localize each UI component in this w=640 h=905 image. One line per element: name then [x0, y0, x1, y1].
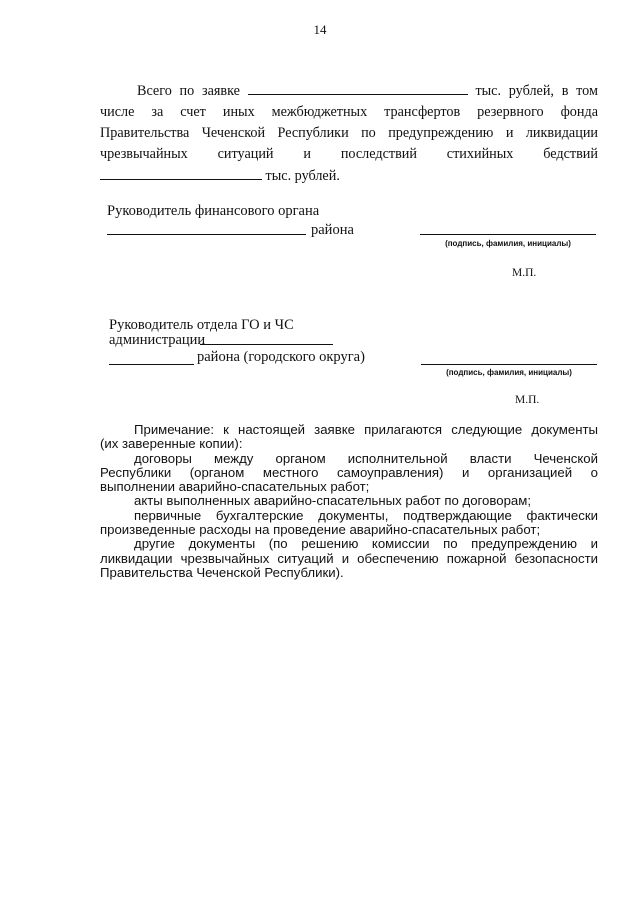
summary-total-label: Всего по заявке [137, 83, 240, 99]
go-district-label: района (городского округа) [197, 349, 365, 365]
go-signature-caption: (подпись, фамилия, инициалы) [446, 368, 572, 377]
note-item-4-line-1: другие документы (по решению комиссии по предупреждению и [134, 536, 598, 552]
page-number: 14 [313, 22, 327, 37]
summary-line-1 [100, 80, 598, 102]
total-amount-field[interactable] [248, 80, 468, 95]
go-head-title: Руководитель отдела ГО и ЧС [109, 317, 294, 333]
note-intro-line-2: (их заверенные копии): [100, 436, 243, 452]
go-stamp-label: М.П. [515, 394, 540, 406]
go-admin-field[interactable] [200, 344, 333, 345]
note-intro-line-1: Примечание: к настоящей заявке прилагаются следующие документы [134, 422, 598, 437]
note-item-1-line-2: Республики (органом местного самоуправления) и организацией о [100, 464, 598, 480]
summary-total-unit: тыс. рублей, в том [475, 83, 598, 99]
finance-signature-caption: (подпись, фамилия, инициалы) [445, 239, 571, 248]
note-item-4-line-3: Правительства Чеченской Республики). [100, 564, 344, 580]
summary-line-4: чрезвычайных ситуаций и последствий стихийных бедствий [100, 146, 598, 162]
summary-reserve-unit: тыс. рублей. [265, 168, 340, 184]
go-district-field[interactable] [109, 364, 194, 365]
note-item-3-line-2: произведенные расходы на проведение аварийно-спасательных работ; [100, 522, 541, 538]
note-item-2: акты выполненных аварийно-спасательных работ по договорам; [134, 493, 531, 509]
finance-district-label: района [311, 222, 354, 238]
note-item-1-line-3: выполнении аварийно-спасательных работ; [100, 479, 370, 495]
go-admin-label: администрации [109, 332, 206, 348]
summary-paragraph [100, 80, 598, 187]
finance-district-field[interactable] [107, 234, 306, 235]
note-block [100, 423, 598, 580]
note-item-4-line-2: ликвидации чрезвычайных ситуаций и обеспечению пожарной безопасности [100, 550, 598, 566]
finance-head-title: Руководитель финансового органа [107, 203, 320, 219]
reserve-amount-field[interactable] [100, 165, 262, 180]
note-item-3-line-1: первичные бухгалтерские документы, подтверждающие фактически [134, 507, 598, 523]
finance-stamp-label: М.П. [512, 267, 537, 279]
summary-line-5 [100, 165, 598, 187]
summary-line-3: Правительства Чеченской Республики по предупреждению и ликвидации [100, 125, 598, 141]
summary-line-2: числе за счет иных межбюджетных трансфертов резервного фонда [100, 104, 598, 120]
finance-signature-field[interactable] [420, 234, 596, 235]
note-item-1-line-1: договоры между органом исполнительной власти Чеченской [134, 450, 598, 466]
go-signature-field[interactable] [421, 364, 597, 365]
